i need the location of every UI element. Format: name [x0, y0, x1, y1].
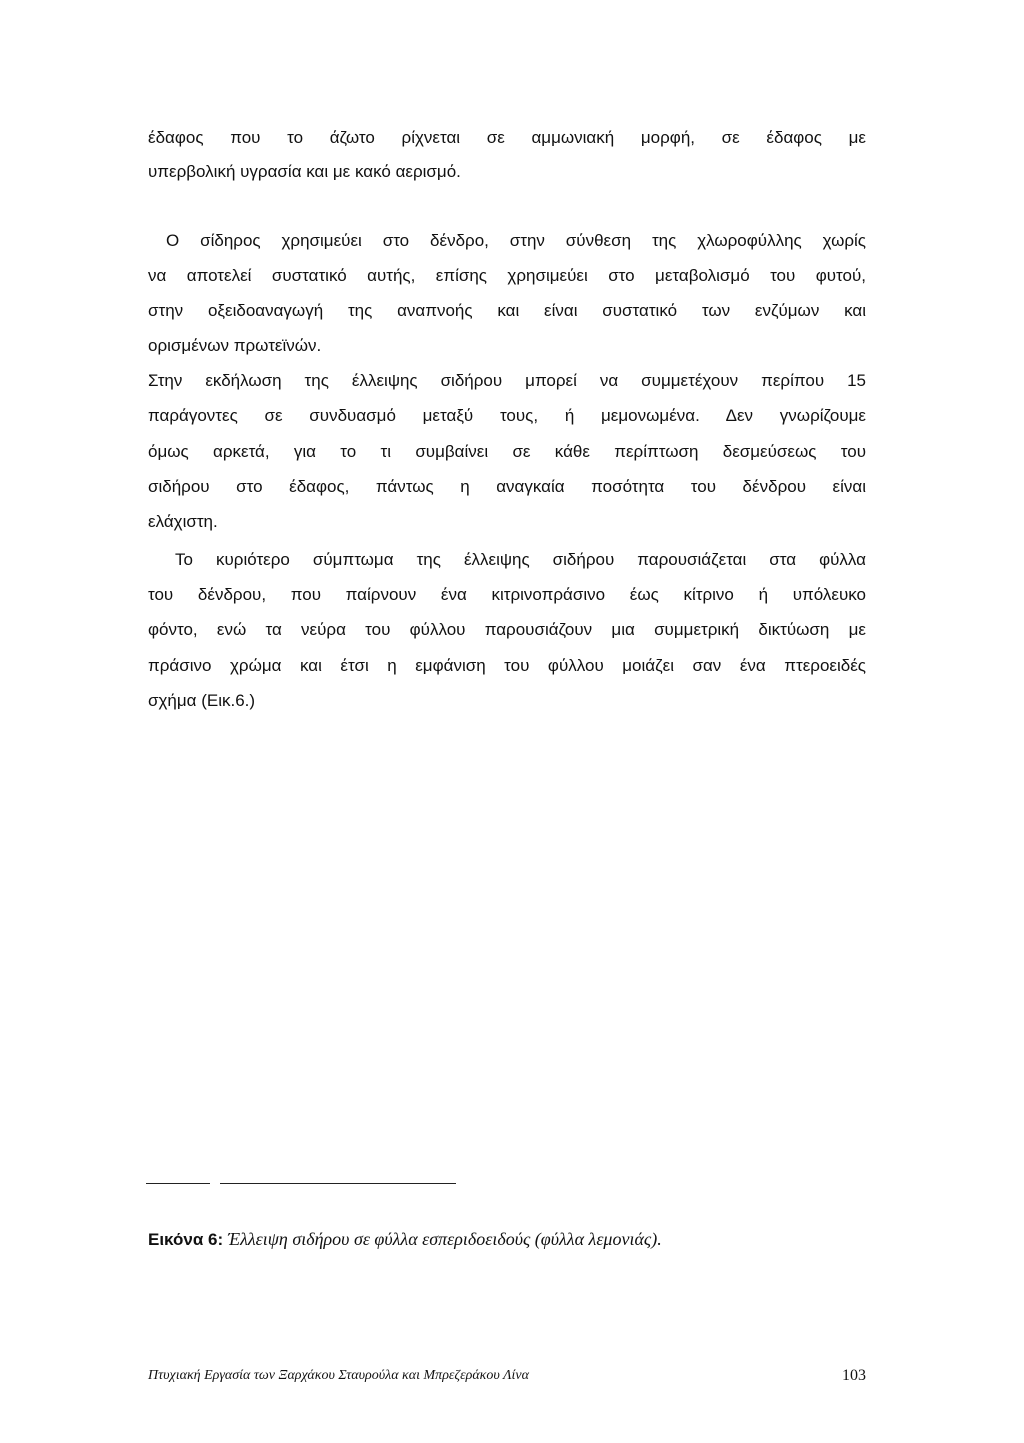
body-line: όμως αρκετά, για το τι συμβαίνει σε κάθε περίπτωση δεσμεύσεως του	[148, 442, 866, 461]
rule-segment	[220, 1183, 456, 1184]
rule-segment	[146, 1183, 210, 1184]
body-line: σιδήρου στο έδαφος, πάντως η αναγκαία ποσότητα του δένδρου είναι	[148, 477, 866, 496]
body-line: Στην εκδήλωση της έλλειψης σιδήρου μπορεί να συμμετέχουν περίπου 15	[148, 371, 866, 390]
body-line: έδαφος που το άζωτο ρίχνεται σε αμμωνιακή μορφή, σε έδαφος με	[148, 128, 866, 147]
caption-text: Έλλειψη σιδήρου σε φύλλα εσπεριδοειδούς (φύλλα λεμονιάς).	[227, 1229, 662, 1249]
footer-text: Πτυχιακή Εργασία των Ξαρχάκου Σταυρούλα και Μπρεζεράκου Λίνα	[148, 1368, 529, 1383]
body-line: ελάχιστη.	[148, 512, 218, 531]
caption-label: Εικόνα 6:	[148, 1230, 224, 1249]
body-line: φόντο, ενώ τα νεύρα του φύλλου παρουσιάζουν μια συμμετρική δικτύωση με	[148, 620, 866, 639]
body-line: ορισμένων πρωτεϊνών.	[148, 336, 322, 355]
figure-caption	[148, 1228, 662, 1251]
body-line: στην οξειδοαναγωγή της αναπνοής και είναι συστατικό των ενζύμων και	[148, 301, 866, 320]
body-line: υπερβολική υγρασία και με κακό αερισμό.	[148, 162, 461, 181]
body-line: να αποτελεί συστατικό αυτής, επίσης χρησιμεύει στο μεταβολισμό του φυτού,	[148, 266, 866, 285]
body-line: Ο σίδηρος χρησιμεύει στο δένδρο, στην σύνθεση της χλωροφύλλης χωρίς	[166, 231, 866, 250]
body-line: Το κυριότερο σύμπτωμα της έλλειψης σιδήρου παρουσιάζεται στα φύλλα	[175, 550, 866, 569]
body-line: παράγοντες σε συνδυασμό μεταξύ τους, ή μεμονωμένα. Δεν γνωρίζουμε	[148, 406, 866, 425]
page-number: 103	[842, 1367, 866, 1384]
body-line: του δένδρου, που παίρνουν ένα κιτρινοπράσινο έως κίτρινο ή υπόλευκο	[148, 585, 866, 604]
body-line: σχήμα (Εικ.6.)	[148, 691, 256, 710]
body-line: πράσινο χρώμα και έτσι η εμφάνιση του φύλλου μοιάζει σαν ένα πτεροειδές	[148, 656, 866, 675]
